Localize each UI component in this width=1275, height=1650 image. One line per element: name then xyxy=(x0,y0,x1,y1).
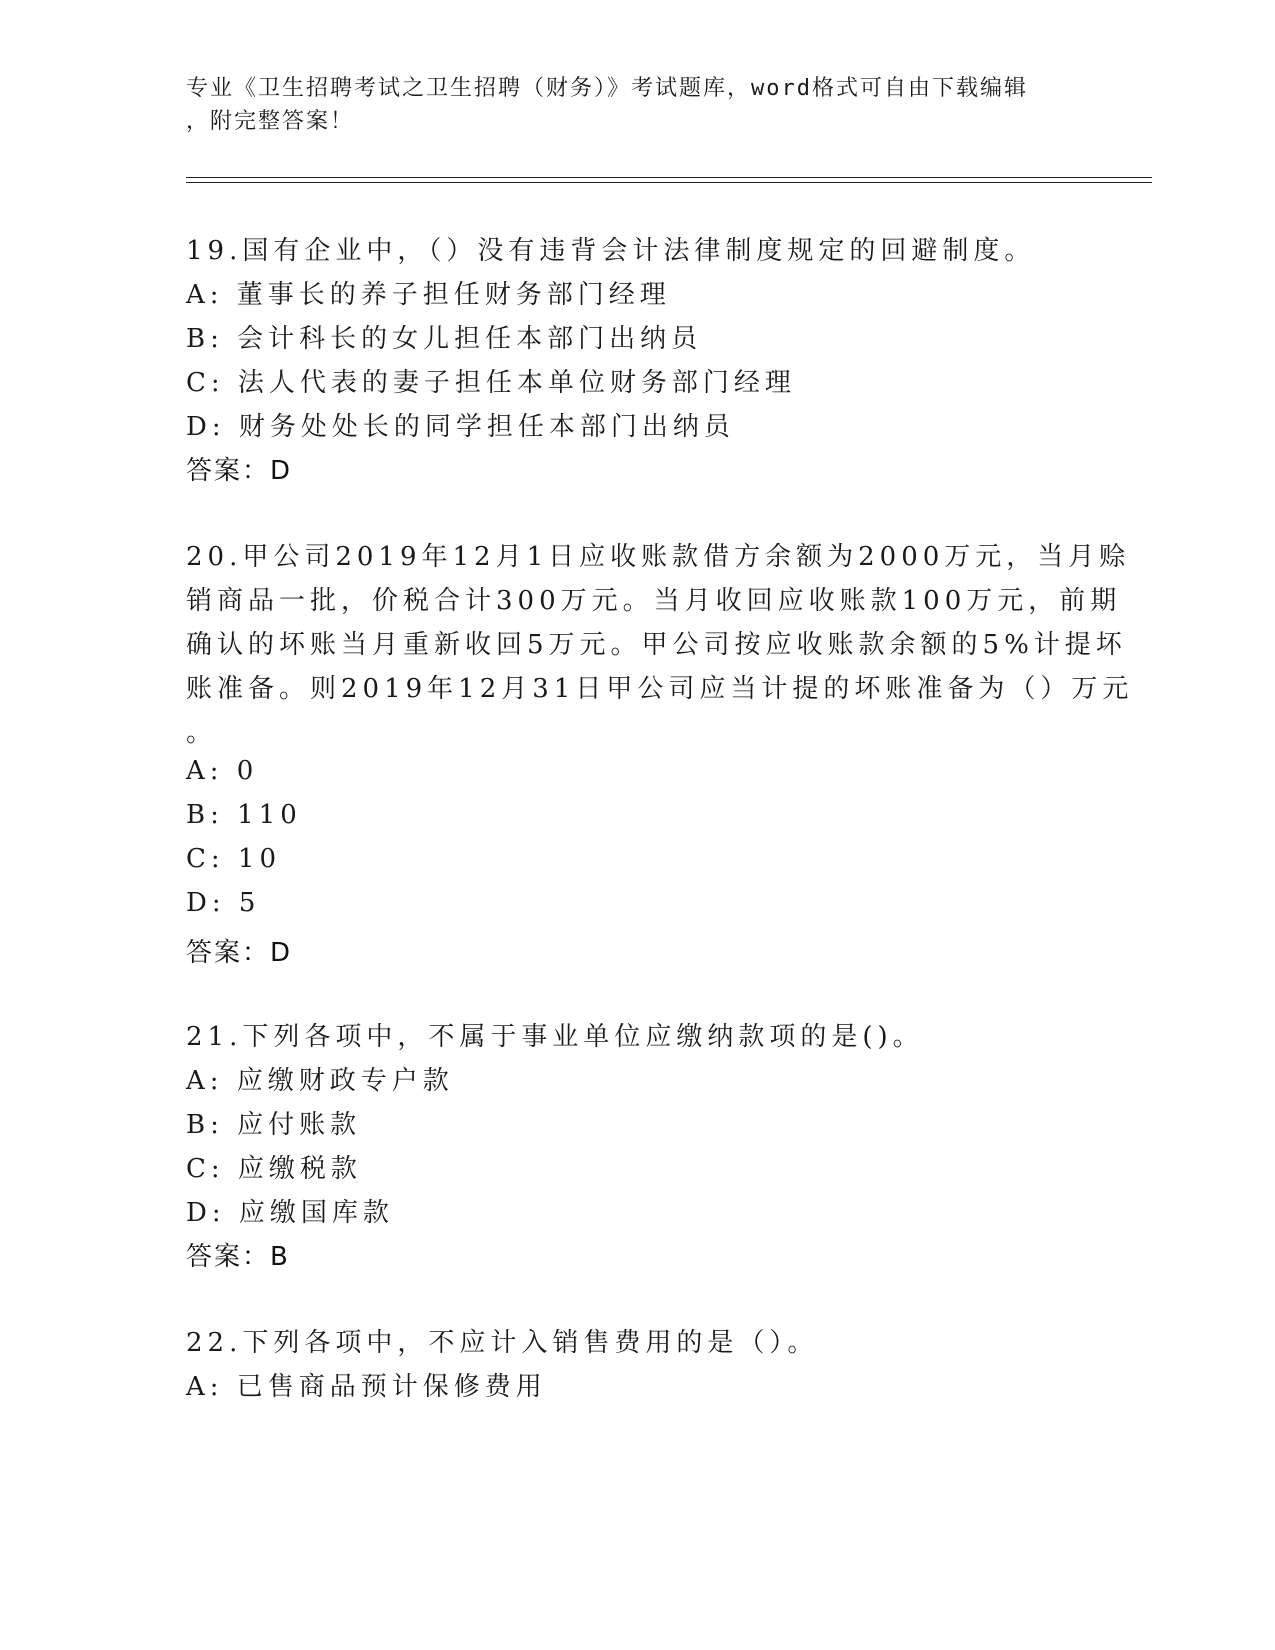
question-20-stem-line-3: 确认的坏账当月重新收回5万元。甲公司按应收账款余额的5%计提坏 xyxy=(186,630,1127,660)
question-19-option-a: A: 董事长的养子担任财务部门经理 xyxy=(186,280,671,310)
question-21-option-d: D: 应缴国库款 xyxy=(186,1198,394,1228)
question-19-option-c: C: 法人代表的妻子担任本单位财务部门经理 xyxy=(186,368,796,398)
question-19-option-b: B: 会计科长的女儿担任本部门出纳员 xyxy=(186,324,703,354)
document-header xyxy=(186,72,1086,138)
question-21-stem: 21.下列各项中，不属于事业单位应缴纳款项的是()。 xyxy=(186,1022,924,1052)
question-20-option-a: A: 0 xyxy=(186,756,259,786)
question-22-stem: 22.下列各项中，不应计入销售费用的是（）。 xyxy=(186,1328,819,1358)
question-21-option-b: B: 应付账款 xyxy=(186,1110,362,1140)
question-20-stem-line-1: 20.甲公司2019年12月1日应收账款借方余额为2000万元，当月赊 xyxy=(186,542,1131,572)
question-19-stem: 19.国有企业中，（）没有违背会计法律制度规定的回避制度。 xyxy=(186,236,1036,266)
question-19-option-d: D: 财务处处长的同学担任本部门出纳员 xyxy=(186,412,735,442)
question-20-stem-line-2: 销商品一批，价税合计300万元。当月收回应收账款100万元，前期 xyxy=(186,586,1122,616)
header-divider-bottom xyxy=(186,182,1152,183)
question-20-option-c: C: 10 xyxy=(186,844,282,874)
question-21-option-c: C: 应缴税款 xyxy=(186,1154,362,1184)
question-20-stem-line-4: 账准备。则2019年12月31日甲公司应当计提的坏账准备为（）万元 xyxy=(186,674,1134,704)
question-21-answer: 答案：B xyxy=(186,1242,290,1272)
question-20-option-b: B: 110 xyxy=(186,800,302,830)
question-20-option-d: D: 5 xyxy=(186,888,261,918)
question-21-option-a: A: 应缴财政专户款 xyxy=(186,1066,454,1096)
question-22-option-a: A: 已售商品预计保修费用 xyxy=(186,1372,547,1402)
question-20-answer: 答案：D xyxy=(186,938,293,968)
header-line-2: ，附完整答案！ xyxy=(186,109,355,134)
header-line-1: 专业《卫生招聘考试之卫生招聘（财务）》考试题库，word格式可自由下载编辑 xyxy=(186,76,1028,101)
question-19-answer: 答案：D xyxy=(186,456,293,486)
header-divider-top xyxy=(186,177,1152,178)
question-20-stem-line-5: 。 xyxy=(186,718,218,748)
